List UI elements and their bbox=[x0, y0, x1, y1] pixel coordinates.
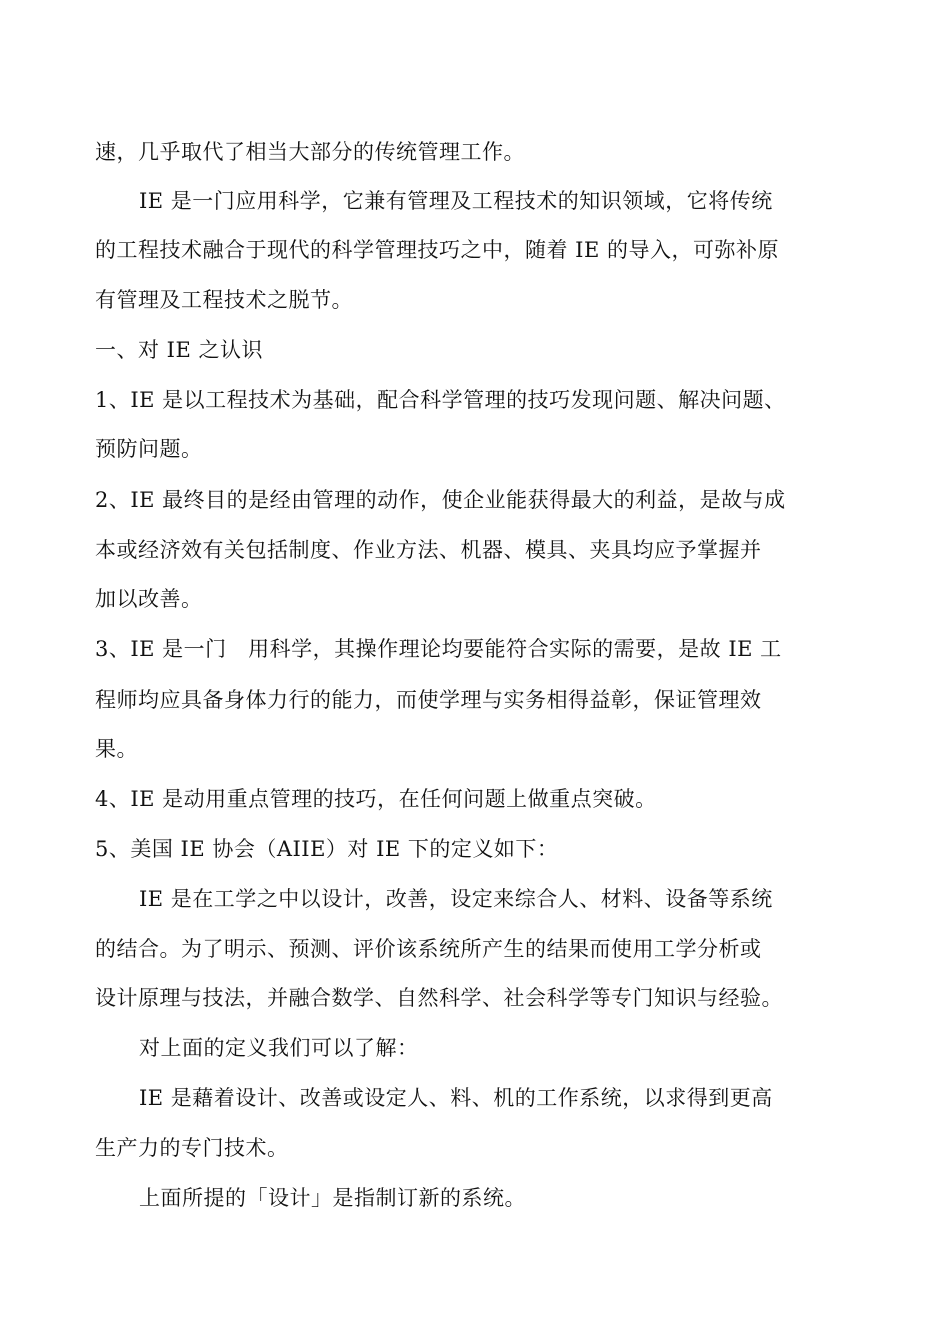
list-item-line: 3、IE 是一门 用科学，其操作理论均要能符合实际的需要，是故 IE 工 bbox=[95, 637, 782, 661]
list-item-line: 程师均应具备身体力行的能力，而使学理与实务相得益彰，保证管理效 bbox=[95, 688, 762, 712]
paragraph-line: 有管理及工程技术之脱节。 bbox=[95, 288, 353, 312]
list-item-line: 果。 bbox=[95, 737, 138, 761]
paragraph-line: 的结合。为了明示、预测、评价该系统所产生的结果而使用工学分析或 bbox=[95, 937, 762, 961]
paragraph-line: IE 是藉着设计、改善或设定人、料、机的工作系统，以求得到更高 bbox=[139, 1086, 773, 1110]
list-item-line: 预防问题。 bbox=[95, 437, 203, 461]
list-item-line: 5、美国 IE 协会（AIIE）对 IE 下的定义如下： bbox=[95, 837, 559, 861]
paragraph-line: 设计原理与技法，并融合数学、自然科学、社会科学等专门知识与经验。 bbox=[95, 986, 783, 1010]
paragraph-line: 速，几乎取代了相当大部分的传统管理工作。 bbox=[95, 140, 525, 164]
section-heading: 一、对 IE 之认识 bbox=[95, 338, 263, 362]
paragraph-line: 生产力的专门技术。 bbox=[95, 1136, 289, 1160]
list-item-line: 1、IE 是以工程技术为基础，配合科学管理的技巧发现问题、解决问题、 bbox=[95, 388, 786, 412]
paragraph-line: 对上面的定义我们可以了解： bbox=[139, 1036, 419, 1060]
paragraph-line: 的工程技术融合于现代的科学管理技巧之中，随着 IE 的导入，可弥补原 bbox=[95, 238, 779, 262]
list-item-line: 4、IE 是动用重点管理的技巧，在任何问题上做重点突破。 bbox=[95, 787, 657, 811]
paragraph-line: 上面所提的「设计」是指制订新的系统。 bbox=[139, 1186, 526, 1210]
list-item-line: 本或经济效有关包括制度、作业方法、机器、模具、夹具均应予掌握并 bbox=[95, 538, 762, 562]
paragraph-line: IE 是在工学之中以设计，改善，设定来综合人、材料、设备等系统 bbox=[139, 887, 773, 911]
paragraph-line: IE 是一门应用科学，它兼有管理及工程技术的知识领域，它将传统 bbox=[139, 189, 773, 213]
list-item-line: 加以改善。 bbox=[95, 587, 203, 611]
list-item-line: 2、IE 最终目的是经由管理的动作，使企业能获得最大的利益，是故与成 bbox=[95, 488, 786, 512]
